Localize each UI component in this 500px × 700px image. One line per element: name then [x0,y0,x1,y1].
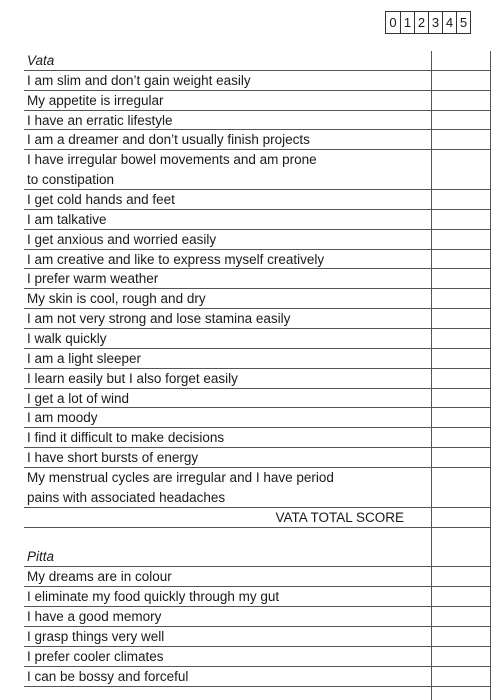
vata-row[interactable] [24,210,490,230]
vata-statement: I find it difficult to make decisions [27,430,225,446]
score-column-right-rule [490,51,491,700]
score-scale-1: 1 [400,12,414,33]
vata-row[interactable] [24,71,490,91]
vata-heading [24,51,490,71]
vata-statement: to constipation [27,172,115,188]
vata-statement: I am slim and don’t gain weight easily [27,72,251,88]
vata-row[interactable] [24,349,490,369]
pitta-row[interactable] [24,607,490,627]
pitta-row[interactable] [24,627,490,647]
pitta-statement: I eliminate my food quickly through my gut [27,589,280,605]
vata-row-continuation[interactable] [24,170,490,190]
vata-statement: I am a light sleeper [27,350,142,366]
vata-total-label: VATA TOTAL SCORE [275,509,404,525]
vata-row[interactable] [24,111,490,131]
vata-row[interactable] [24,250,490,270]
vata-statement: I am not very strong and lose stamina easily [27,311,291,327]
score-scale-0: 0 [389,15,397,30]
vata-row[interactable] [24,389,490,409]
vata-statement: I have an erratic lifestyle [27,112,173,128]
questionnaire-sheet [24,51,490,687]
vata-row[interactable] [24,329,490,349]
vata-statement: pains with associated headaches [27,489,226,505]
vata-statement: My appetite is irregular [27,92,164,108]
vata-statement: I have short bursts of energy [27,450,199,466]
vata-statement: I am a dreamer and don’t usually finish projects [27,132,310,148]
section-spacer [24,528,490,548]
vata-row-continuation[interactable] [24,488,490,508]
vata-statement: I am creative and like to express myself creatively [27,251,325,267]
score-scale-2: 2 [414,12,428,33]
score-scale-4: 4 [442,12,456,33]
pitta-row[interactable] [24,647,490,667]
vata-statement: I walk quickly [27,331,107,347]
vata-row[interactable] [24,309,490,329]
vata-row[interactable] [24,369,490,389]
vata-row[interactable] [24,448,490,468]
pitta-statement: I prefer cooler climates [27,648,164,664]
pitta-row[interactable] [24,567,490,587]
score-scale-3: 3 [428,12,442,33]
vata-statement: My menstrual cycles are irregular and I have period [27,470,334,486]
pitta-statement: I can be bossy and forceful [27,668,189,684]
pitta-heading-label: Pitta [27,549,55,565]
vata-row[interactable] [24,190,490,210]
pitta-row[interactable] [24,587,490,607]
vata-row[interactable] [24,91,490,111]
vata-row[interactable] [24,130,490,150]
pitta-statement: I have a good memory [27,609,162,625]
pitta-row[interactable] [24,667,490,687]
vata-heading-label: Vata [27,53,55,68]
vata-row[interactable] [24,150,490,170]
vata-statement: I am talkative [27,211,107,227]
vata-row[interactable] [24,289,490,309]
vata-row[interactable] [24,428,490,448]
vata-row[interactable] [24,269,490,289]
pitta-statement: I grasp things very well [27,628,165,644]
pitta-statement: My dreams are in colour [27,569,172,585]
vata-statement: I have irregular bowel movements and am prone [27,152,317,168]
vata-total-row[interactable] [24,508,490,528]
vata-statement: I get anxious and worried easily [27,231,217,247]
vata-statement: I get cold hands and feet [27,192,175,208]
vata-row[interactable] [24,408,490,428]
vata-statement: I prefer warm weather [27,271,159,287]
vata-statement: I get a lot of wind [27,390,130,406]
vata-statement: My skin is cool, rough and dry [27,291,206,307]
pitta-heading [24,547,490,567]
vata-statement: I am moody [27,410,98,426]
vata-statement: I learn easily but I also forget easily [27,370,238,386]
score-scale-header [385,11,471,34]
vata-row[interactable] [24,468,490,488]
vata-row[interactable] [24,230,490,250]
score-scale-5: 5 [456,12,470,33]
